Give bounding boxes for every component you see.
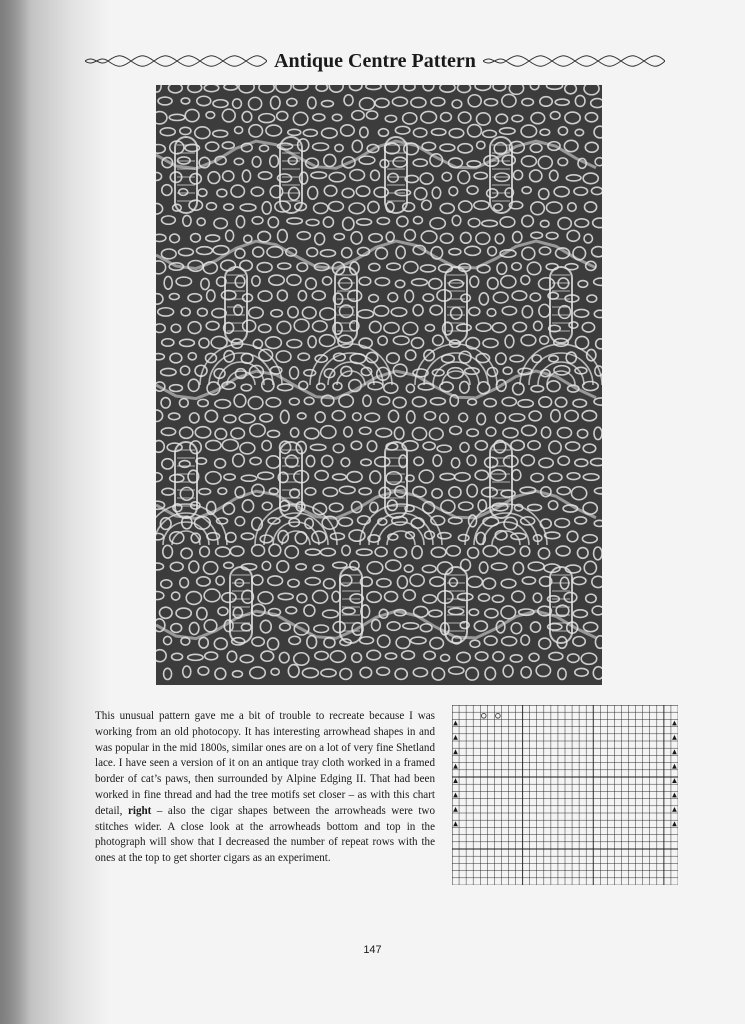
description-bold-word: right — [127, 804, 152, 817]
knitting-chart — [452, 705, 678, 885]
double-decrease-symbol — [453, 721, 458, 726]
lace-photograph — [156, 85, 602, 685]
knitting-chart-grid — [452, 705, 678, 885]
double-decrease-symbol — [453, 735, 458, 740]
double-decrease-symbol — [672, 807, 677, 812]
double-decrease-symbol — [453, 764, 458, 769]
double-decrease-symbol — [672, 793, 677, 798]
double-decrease-symbol — [453, 821, 458, 826]
description-text-end: – also the cigar shapes between the arrowheads were two stitches wider. A close look at the arrowheads bottom and top in the photograph will show that I decreased the number of repeat rows with the ones at the top to get shorter cigars as an experiment. — [95, 804, 435, 865]
double-decrease-symbol — [453, 749, 458, 754]
yarn-over-symbol — [481, 713, 486, 718]
yarn-over-symbol — [496, 713, 501, 718]
double-decrease-symbol — [672, 735, 677, 740]
chart-gridlines — [452, 705, 678, 885]
page-title: Antique Centre Pattern — [274, 49, 476, 72]
double-decrease-symbol — [672, 721, 677, 726]
double-decrease-symbol — [672, 821, 677, 826]
title-row — [85, 46, 665, 76]
right-flourish — [483, 54, 665, 68]
binding-edge — [0, 0, 30, 1024]
left-flourish — [85, 54, 267, 68]
double-decrease-symbol — [453, 778, 458, 783]
double-decrease-symbol — [672, 764, 677, 769]
description-paragraph — [95, 709, 435, 867]
lace-mesh — [156, 85, 602, 680]
double-decrease-symbol — [672, 778, 677, 783]
description-text-start: This unusual pattern gave me a bit of trouble to recreate because I was working from an old photocopy. It has interesting arrowhead shapes in and was popular in the mid 1800s, similar ones are on a lot of very fine Shetland lace. I have seen a version of it on an antique tray cloth worked in a framed border of cat’s paws, then surrounded by Alpine Edging II. That had been worked in fine thread and had the tree motifs set closer – as with this chart detail, — [95, 710, 435, 817]
lace-pattern-image — [156, 85, 602, 685]
double-decrease-symbol — [453, 793, 458, 798]
page-number: 147 — [363, 944, 382, 956]
double-decrease-symbol — [453, 807, 458, 812]
double-decrease-symbol — [672, 749, 677, 754]
